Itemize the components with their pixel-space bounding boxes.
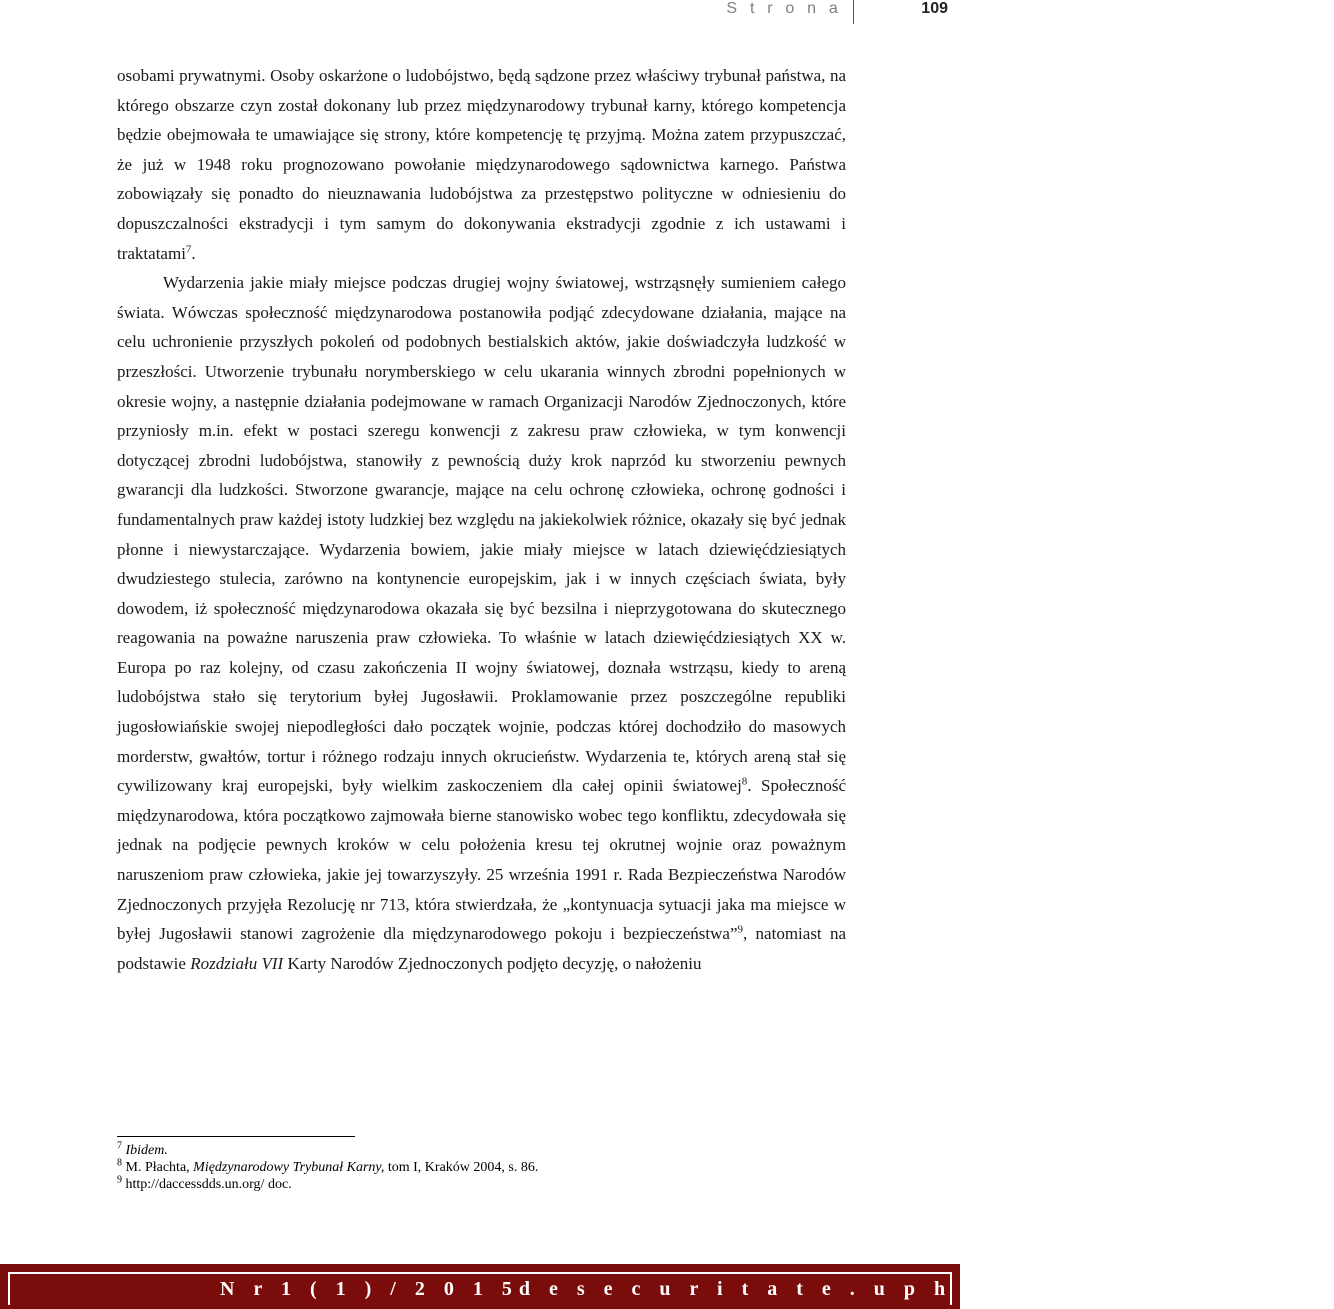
paragraph-2-text-d: Karty Narodów Zjednoczonych podjęto decyzję, o nałożeniu (283, 953, 702, 973)
footer-issue: N r 1 ( 1 ) / 2 0 1 5 (220, 1278, 519, 1300)
footnote-7 (117, 1142, 846, 1159)
paragraph-2-text-b: . Społeczność międzynarodowa, która początkowo zajmowała bierne stanowisko wobec tego konfliktu, zdecydowała się jednak na podjęcie pewnych kroków w celu położenia kresu tej okrutnej wojnie oraz poważnym naruszeniom praw człowieka, jakie jej towarzyszyły. 25 września 1991 r. Rada Bezpieczeństwa Narodów Zjednoczonych przyjęła Rezolucję nr 713, która stwierdzała, że „kontynuacja sytuacji jaka ma miejsce w byłej Jugosławii stanowi zagrożenie dla międzynarodowego pokoju i bezpieczeństwa” (117, 776, 846, 944)
footnote-8-italic: Międzynarodowy Trybunał Karny, (193, 1160, 385, 1175)
footnote-9-text[interactable]: http://daccessdds.un.org/ doc. (122, 1177, 292, 1192)
footnote-7-text: Ibidem. (125, 1143, 168, 1158)
paragraph-2-text-a: Wydarzenia jakie miały miejsce podczas drugiej wojny światowej, wstrząsnęły sumieniem całego świata. Wówczas społeczność międzynarodowa postanowiła podjąć zdecydowane działania, mające na celu uchronienie przyszłych pokoleń od podobnych bestialskich aktów, jakie doświadczyła ludzkość w przeszłości. Utworzenie trybunału norymberskiego w celu ukarania winnych zbrodni popełnionych w okresie wojny, a następnie działania podejmowane w ramach Organizacji Narodów Zjednoczonych, które przyniosły m.in. efekt w postaci szeregu konwencji z zakresu praw człowieka, w tym konwencji dotyczącej zbrodni ludobójstwa, stanowiły z pewnością duży krok naprzód ku stworzeniu pewnych gwarancji dla ludzkości. Stworzone gwarancje, mające na celu ochronę człowieka, ochronę godności i fundamentalnych praw każdej istoty ludzkiej bez względu na jakiekolwiek różnice, okazały się być jednak płonne i niewystarczające. Wydarzenia bowiem, jakie miały miejsce w latach dziewięćdziesiątych dwudziestego stulecia, zarówno na kontynencie europejskim, jak i w innych częściach świata, były dowodem, iż społeczność międzynarodowa okazała się być bezsilna i nieprzygotowana do skutecznego reagowania na poważne naruszenia praw człowieka. To właśnie w latach dziewięćdziesiątych XX w. Europa po raz kolejny, od czasu zakończenia II wojny światowej, doznała wstrząsu, kiedy to areną ludobójstwa stało się terytorium byłej Jugosławii. Proklamowanie przez poszczególne republiki jugosłowiańskie swojej niepodległości dało początek wojnie, podczas której dochodziło do masowych morderstw, gwałtów, tortur i różnego rodzaju innych okrucieństw. Wydarzenia te, których areną stał się cywilizowany kraj europejski, były wielkim zaskoczeniem dla całej opinii światowej (117, 273, 846, 796)
paragraph-2-text-c: , natomiast na podstawie (117, 924, 846, 973)
paragraph-2 (117, 268, 846, 978)
footnote-number: 9 (117, 1174, 122, 1186)
footer-period: J a n - J u n (1142, 1278, 1334, 1300)
footnote-number: 8 (117, 1157, 122, 1169)
footnote-9 (117, 1176, 846, 1193)
footnote-8-text-b: tom I, Kraków 2004, s. 86. (384, 1160, 539, 1175)
page-header (0, 0, 960, 28)
page-number: 109 (921, 0, 948, 17)
page-label: S t r o n a (726, 0, 842, 17)
paragraph-1-text: osobami prywatnymi. Osoby oskarżone o ludobójstwo, będą sądzone przez właściwy trybunał państwa, na którego obszarze czyn został dokonany lub przez międzynarodowy trybunał karny, którego kompetencja będzie obejmowała te umawiające się strony, które kompetencję tę przyjmą. Można zatem przypuszczać, że już w 1948 roku prognozowano powołanie międzynarodowego sądownictwa karnego. Państwa zobowiązały się ponadto do nieuznawania ludobójstwa za przestępstwo polityczne w odniesieniu do dopuszczalności ekstradycji i tym samym do dokonywania ekstradycji zgodnie z ich ustawami i traktatami (117, 66, 846, 263)
paragraph-2-italic: Rozdziału VII (190, 953, 284, 973)
footnote-8-text-a: M. Płachta, (122, 1160, 194, 1175)
footnote-8 (117, 1159, 846, 1176)
footnote-ref-8[interactable]: 8 (741, 775, 748, 788)
footer-frame (8, 1272, 1334, 1305)
footer-website[interactable]: d e s e c u r i t a t e . u p h . e d u . p l (518, 1278, 1143, 1300)
footnote-number: 7 (117, 1140, 122, 1152)
footnotes (117, 1142, 846, 1193)
footnote-ref-9[interactable]: 9 (737, 923, 744, 936)
footnote-separator (117, 1136, 355, 1137)
body-text (117, 61, 846, 978)
paragraph-1-end: . (191, 243, 196, 263)
footer-bar (0, 1264, 1334, 1309)
header-separator (853, 0, 854, 24)
paragraph-1 (117, 61, 846, 268)
footnote-ref-7[interactable]: 7 (185, 242, 192, 255)
